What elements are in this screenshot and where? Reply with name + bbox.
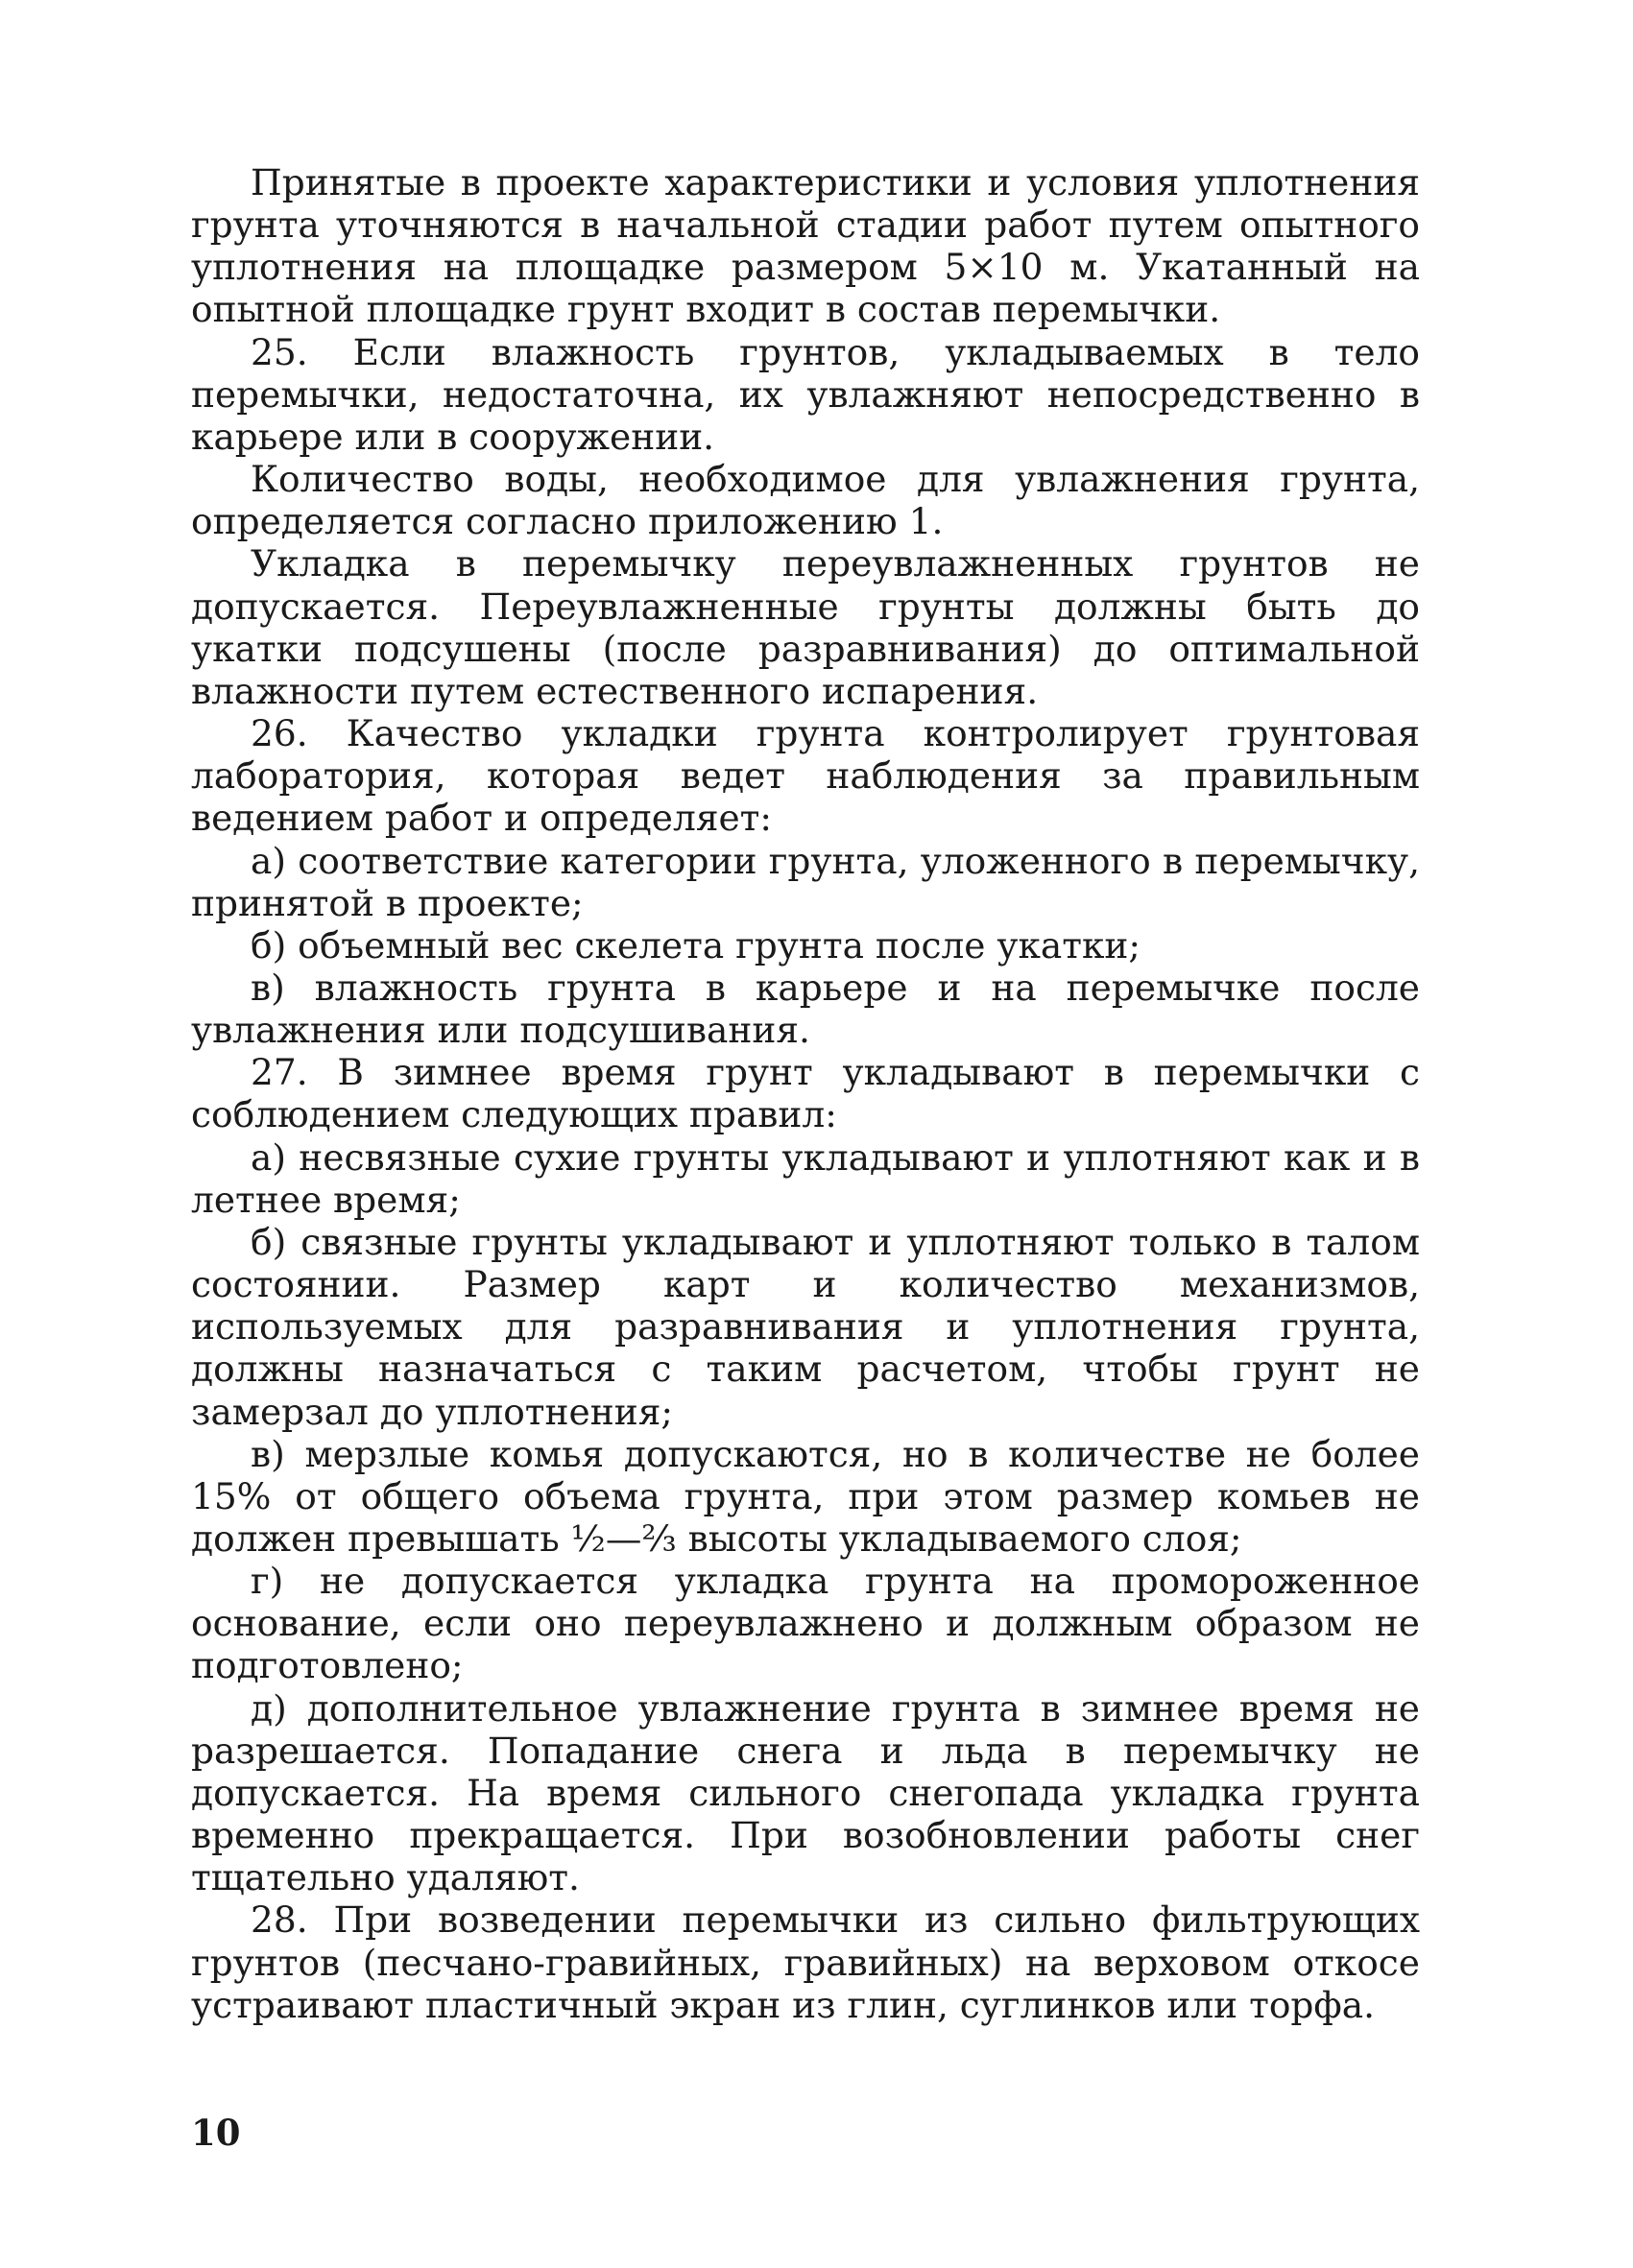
list-item-27b: б) связные грунты укладывают и уплотняют только в талом состоянии. Размер карт и количество механизмов, используемых для разравнивания и уплотнения грунта, должны назначаться с таким расчетом, чтобы грунт не замерзал до уплотнения;: [191, 1220, 1420, 1433]
paragraph-26: 26. Качество укладки грунта контролирует грунтовая лаборатория, которая ведет наблюдения за правильным ведением работ и определяет:: [191, 712, 1420, 840]
body-text: [191, 161, 1420, 2026]
paragraph-25-water: Количество воды, необходимое для увлажнения грунта, определяется согласно приложению 1.: [191, 458, 1420, 543]
page-number: 10: [191, 2112, 241, 2154]
list-item-27d: г) не допускается укладка грунта на промороженное основание, если оно переувлажнено и должным образом не подготовлено;: [191, 1560, 1420, 1687]
list-item-26c: в) влажность грунта в карьере и на перемычке после увлажнения или подсушивания.: [191, 966, 1420, 1052]
paragraph-25: 25. Если влажность грунтов, укладываемых в тело перемычки, недостаточна, их увлажняют непосредственно в карьере или в сооружении.: [191, 330, 1420, 458]
paragraph-27: 27. В зимнее время грунт укладывают в перемычки с соблюдением следующих правил:: [191, 1051, 1420, 1136]
paragraph-25-overwet: Укладка в перемычку переувлажненных грунтов не допускается. Переувлажненные грунты должны быть до укатки подсушены (после разравнивания) до оптимальной влажности путем естественного испарения.: [191, 542, 1420, 712]
list-item-26b: б) объемный вес скелета грунта после укатки;: [251, 923, 1141, 967]
list-item-27e: д) дополнительное увлажнение грунта в зимнее время не разрешается. Попадание снега и льда в перемычку не допускается. На время сильного снегопада укладка грунта временно прекращается. При возобновлении работы снег тщательно удаляют.: [191, 1686, 1420, 1899]
list-item-26a: а) соответствие категории грунта, уложенного в перемычку, принятой в проекте;: [191, 839, 1420, 924]
paragraph-intro: Принятые в проекте характеристики и условия уплотнения грунта уточняются в начальной стадии работ путем опытного уплотнения на площадке размером 5×10 м. Укатанный на опытной площадке грунт входит в состав перемычки.: [191, 161, 1420, 331]
paragraph-28: 28. При возведении перемычки из сильно фильтрующих грунтов (песчано-гравийных, гравийных) на верховом откосе устраивают пластичный экран из глин, суглинков или торфа.: [191, 1898, 1420, 2026]
list-item-27c: в) мерзлые комья допускаются, но в количестве не более 15% от общего объема грунта, при этом размер комьев не должен превышать ½—⅔ высоты укладываемого слоя;: [191, 1432, 1420, 1560]
list-item-27a: а) несвязные сухие грунты укладывают и уплотняют как и в летнее время;: [191, 1135, 1420, 1221]
